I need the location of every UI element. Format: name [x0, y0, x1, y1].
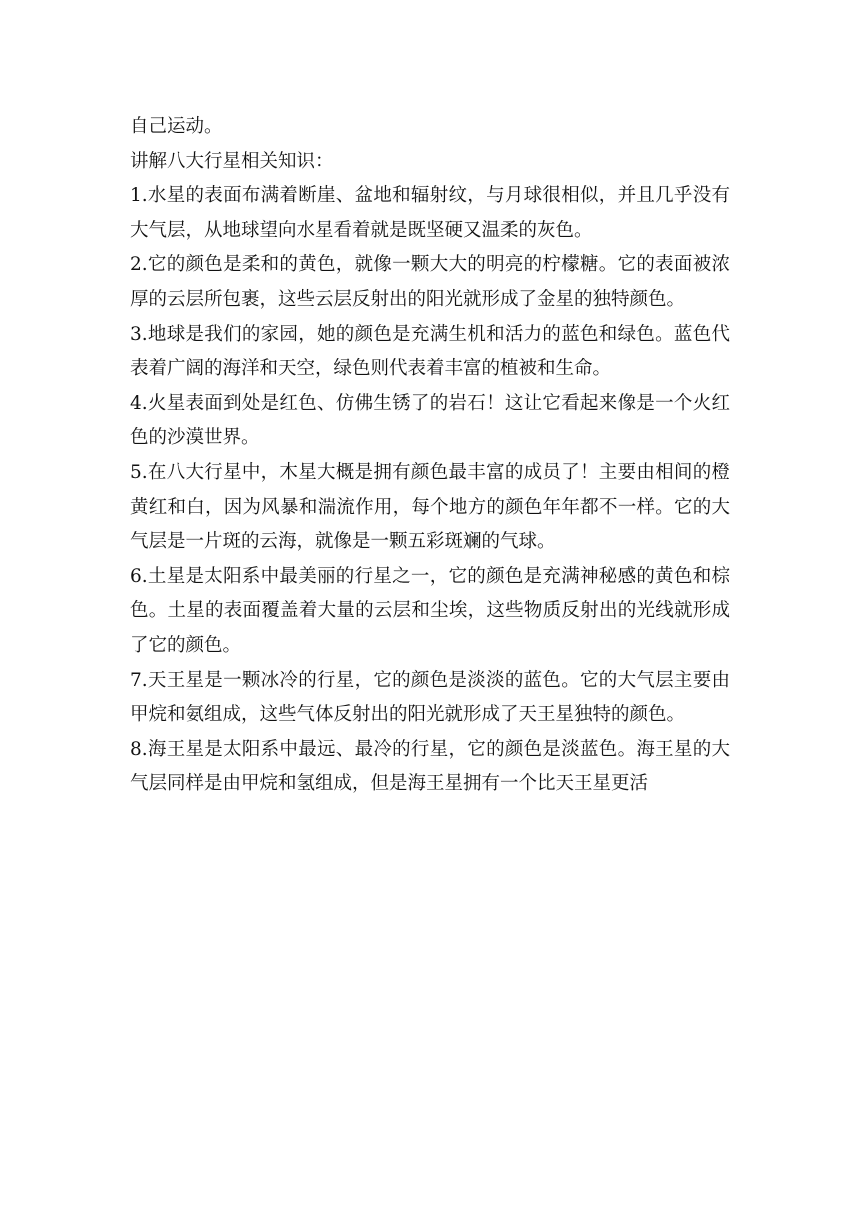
document-body	[130, 110, 730, 802]
paragraph-neptune: 8.海王星是太阳系中最远、最冷的行星，它的颜色是淡蓝色。海王星的大气层同样是由甲烷和氢组成，但是海王星拥有一个比天王星更活	[130, 738, 730, 795]
paragraph-saturn: 6.土星是太阳系中最美丽的行星之一，它的颜色是充满神秘感的黄色和棕色。土星的表面覆盖着大量的云层和尘埃，这些物质反射出的光线就形成了它的颜色。	[130, 565, 730, 656]
paragraph-earth: 3.地球是我们的家园，她的颜色是充满生机和活力的蓝色和绿色。蓝色代表着广阔的海洋和天空，绿色则代表着丰富的植被和生命。	[130, 323, 730, 380]
paragraph-uranus: 7.天王星是一颗冰冷的行星，它的颜色是淡淡的蓝色。它的大气层主要由甲烷和氨组成，这些气体反射出的阳光就形成了天王星独特的颜色。	[130, 669, 730, 726]
paragraph-venus: 2.它的颜色是柔和的黄色，就像一颗大大的明亮的柠檬糖。它的表面被浓厚的云层所包裹，这些云层反射出的阳光就形成了金星的独特颜色。	[130, 254, 730, 310]
paragraph-mars: 4.火星表面到处是红色、仿佛生锈了的岩石！这让它看起来像是一个火红色的沙漠世界。	[130, 392, 730, 449]
paragraph-continuation: 自己运动。	[130, 116, 223, 137]
paragraph-section-intro: 讲解八大行星相关知识：	[130, 150, 334, 172]
paragraph-jupiter: 5.在八大行星中，木星大概是拥有颜色最丰富的成员了！主要由相间的橙黄红和白，因为风暴和湍流作用，每个地方的颜色年年都不一样。它的大气层是一片斑的云海，就像是一颗五彩斑斓的气球。	[130, 461, 730, 553]
paragraph-mercury: 1.水星的表面布满着断崖、盆地和辐射纹，与月球很相似，并且几乎没有大气层，从地球望向水星看着就是既坚硬又温柔的灰色。	[130, 185, 730, 241]
